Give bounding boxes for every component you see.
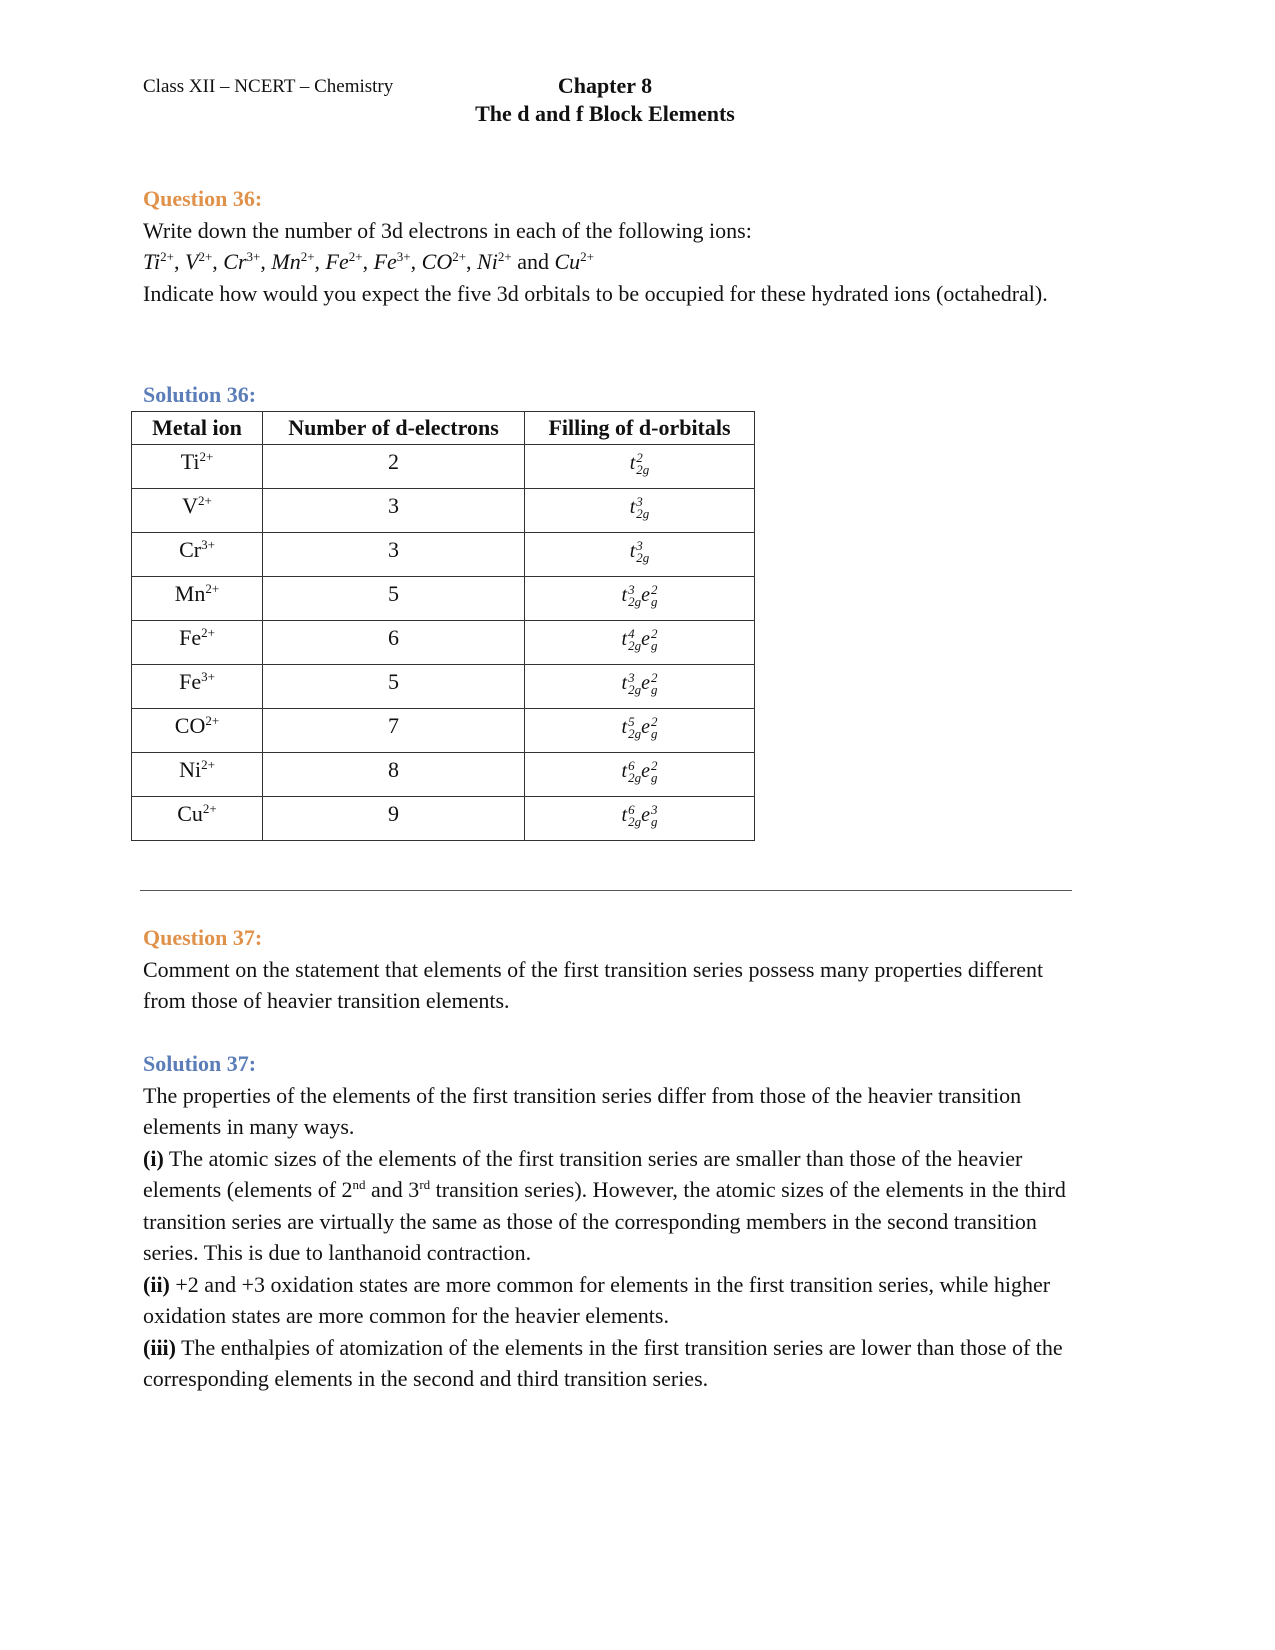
t2g-term: t3 2g: [629, 494, 650, 522]
table-row: [132, 489, 755, 533]
ion-symbol: Cr: [179, 537, 202, 562]
t2g-count: 3: [628, 582, 635, 598]
orbital-filling-cell: [525, 489, 755, 533]
chapter-title: The d and f Block Elements: [475, 101, 735, 126]
ion-symbol: Mn: [271, 249, 301, 274]
ion-symbol: CO: [421, 249, 453, 274]
ion-cell: [132, 621, 263, 665]
solution-36-heading: Solution 36:: [143, 382, 257, 407]
ion-symbol: Cu: [554, 249, 581, 274]
ion-charge: 3+: [246, 249, 261, 264]
eg-term: e2 g: [641, 582, 658, 610]
ion-cell: [132, 445, 263, 489]
ion-charge: 2+: [198, 493, 212, 508]
t2g-count: 3: [628, 670, 635, 686]
electron-count-cell: 7: [263, 709, 525, 753]
eg-term: e2 g: [641, 714, 658, 742]
ion-symbol: Fe: [325, 249, 349, 274]
t2g-term: t3 2g: [621, 670, 642, 698]
col-orbital-filling: Filling of d-orbitals: [525, 412, 755, 445]
ion: [185, 249, 212, 274]
ion-list: $Ti^{2+}$, $V^{2+}$, $Cr^{3+}$, $Mn^{2+}$, $Fe^{2+}$, $Fe^{3+}$, $CO^{2+}$, $Ni^{2+}$ and $Cu^{2+}$: [143, 249, 594, 274]
orbital-filling-cell: [525, 533, 755, 577]
t2g-count: 4: [628, 626, 635, 642]
t2g-term: t4 2g: [621, 626, 642, 654]
ion-charge: 2+: [201, 757, 215, 772]
chapter-number: Chapter 8: [557, 73, 653, 98]
solution-37-intro: The properties of the elements of the first transition series differ from those of the heavier transition elements in many ways.: [143, 1082, 1022, 1139]
orbital-filling-cell: [525, 753, 755, 797]
eg-term: e2 g: [641, 626, 658, 654]
orbital-filling-cell: [525, 665, 755, 709]
ion: [143, 249, 174, 274]
ion-cell: [132, 533, 263, 577]
eg-count: 3: [650, 802, 658, 818]
ion-charge: 2+: [202, 801, 217, 816]
eg-term: e2 g: [641, 758, 658, 786]
ion-charge: 2+: [205, 713, 220, 728]
orbital-filling-cell: [525, 709, 755, 753]
electron-count-cell: 8: [263, 753, 525, 797]
ion-charge: 2+: [452, 249, 467, 264]
ion-charge: 2+: [205, 581, 220, 596]
electron-count-cell: 5: [263, 577, 525, 621]
question-36-line2: Indicate how would you expect the five 3d orbitals to be occupied for these hydrated ions (octahedral).: [143, 280, 1048, 306]
header-chapter: [430, 72, 780, 128]
ion-cell: [132, 665, 263, 709]
eg-count: 2: [650, 626, 658, 642]
t2g-count: 3: [636, 538, 643, 554]
question-37-heading: Question 37:: [143, 925, 263, 950]
ion-charge: 2+: [497, 249, 512, 264]
ion-charge: 2+: [198, 249, 213, 264]
ion-charge: 2+: [201, 625, 215, 640]
t2g-term: t5 2g: [621, 714, 642, 742]
t2g-term: t3 2g: [629, 538, 650, 566]
table-row: [132, 577, 755, 621]
eg-count: 2: [650, 670, 658, 686]
ion-charge: 2+: [348, 249, 363, 264]
ion-symbol: Mn: [174, 581, 206, 606]
eg-term: e3 g: [641, 802, 658, 830]
ion-charge: 3+: [201, 537, 215, 552]
table-row: [132, 753, 755, 797]
solution-37-point-1: (i) The atomic sizes of the elements of the first transition series are smaller than those of the heavier elements (elements of 2nd and 3rd transition series). However, the atomic sizes of the elements in the third transition series are virtually the same as those of the corresponding members in the second transition series. This is due to lanthanoid contraction.: [143, 1145, 1066, 1265]
ion-charge: 2+: [300, 249, 315, 264]
ion-symbol: V: [184, 249, 199, 274]
t2g-count: 6: [628, 802, 635, 818]
question-36-heading: Question 36:: [143, 186, 263, 211]
t2g-count: 6: [628, 758, 635, 774]
orbital-filling-cell: [525, 577, 755, 621]
eg-count: 2: [650, 758, 658, 774]
t2g-term: t6 2g: [621, 802, 642, 830]
question-37-text: Comment on the statement that elements of the first transition series possess many properties different from those of heavier transition elements.: [143, 956, 1044, 1013]
t2g-count: 5: [628, 714, 635, 730]
ion-symbol: Fe: [179, 625, 202, 650]
ion: [374, 249, 411, 274]
ion-charge: 3+: [396, 249, 411, 264]
eg-count: 2: [650, 714, 658, 730]
question-36-line1: Write down the number of 3d electrons in each of the following ions:: [143, 217, 752, 243]
and-text: and: [517, 249, 549, 274]
ion-symbol: Cu: [177, 801, 203, 826]
ion-symbol: CO: [174, 713, 206, 738]
table-row: [132, 709, 755, 753]
eg-term: e2 g: [641, 670, 658, 698]
d-electron-table: [131, 411, 755, 841]
solution-37: [143, 1048, 1073, 1395]
ion-charge: 3+: [201, 669, 215, 684]
ion: [554, 249, 594, 274]
ion-charge: 2+: [580, 249, 594, 264]
col-d-electrons: Number of d-electrons: [263, 412, 525, 445]
solution-36-heading-wrap: [143, 379, 1073, 411]
table-row: [132, 797, 755, 841]
t2g-count: 2: [636, 450, 643, 466]
ion: [223, 249, 260, 274]
table-row: [132, 445, 755, 489]
orbital-filling-cell: [525, 797, 755, 841]
t2g-count: 3: [636, 494, 643, 510]
solution-37-point-2: (ii) +2 and +3 oxidation states are more common for elements in the first transition series, while higher oxidation states are more common for the heavier elements.: [143, 1271, 1051, 1328]
orbital-filling-cell: [525, 445, 755, 489]
electron-count-cell: 6: [263, 621, 525, 665]
solution-37-point-3: (iii) The enthalpies of atomization of the elements in the first transition series are lower than those of the corresponding elements in the second and third transition series.: [143, 1334, 1063, 1391]
col-metal-ion: Metal ion: [132, 412, 263, 445]
electron-count-cell: 2: [263, 445, 525, 489]
question-36: [143, 183, 1073, 309]
ion-symbol: Ti: [143, 249, 161, 274]
ion-charge: 2+: [199, 449, 214, 464]
ion-symbol: V: [182, 493, 199, 518]
ion-cell: [132, 577, 263, 621]
electron-count-cell: 3: [263, 533, 525, 577]
question-37: [143, 922, 1073, 1017]
orbital-filling-cell: [525, 621, 755, 665]
ion-symbol: Fe: [179, 669, 202, 694]
ion: [326, 249, 363, 274]
header-class: Class XII – NCERT – Chemistry: [143, 76, 394, 97]
ion-symbol: Ti: [180, 449, 200, 474]
table-row: [132, 621, 755, 665]
ion-symbol: Ni: [477, 249, 498, 274]
electron-count-cell: 9: [263, 797, 525, 841]
ion-cell: [132, 797, 263, 841]
ion-symbol: Cr: [223, 249, 247, 274]
ion-symbol: Ni: [179, 757, 202, 782]
electron-count-cell: 5: [263, 665, 525, 709]
t2g-term: t6 2g: [621, 758, 642, 786]
solution-37-heading: Solution 37:: [143, 1051, 257, 1076]
divider: [140, 890, 1072, 891]
t2g-term: t3 2g: [621, 582, 642, 610]
ion-cell: [132, 489, 263, 533]
table-row: [132, 665, 755, 709]
t2g-term: t2 2g: [629, 450, 650, 478]
ion: [422, 249, 466, 274]
ion-cell: [132, 753, 263, 797]
eg-count: 2: [650, 582, 658, 598]
ion-symbol: Fe: [373, 249, 397, 274]
ion: [477, 249, 512, 274]
electron-count-cell: 3: [263, 489, 525, 533]
ion: [271, 249, 314, 274]
ion-charge: 2+: [160, 249, 174, 264]
ion-cell: [132, 709, 263, 753]
table-row: [132, 533, 755, 577]
